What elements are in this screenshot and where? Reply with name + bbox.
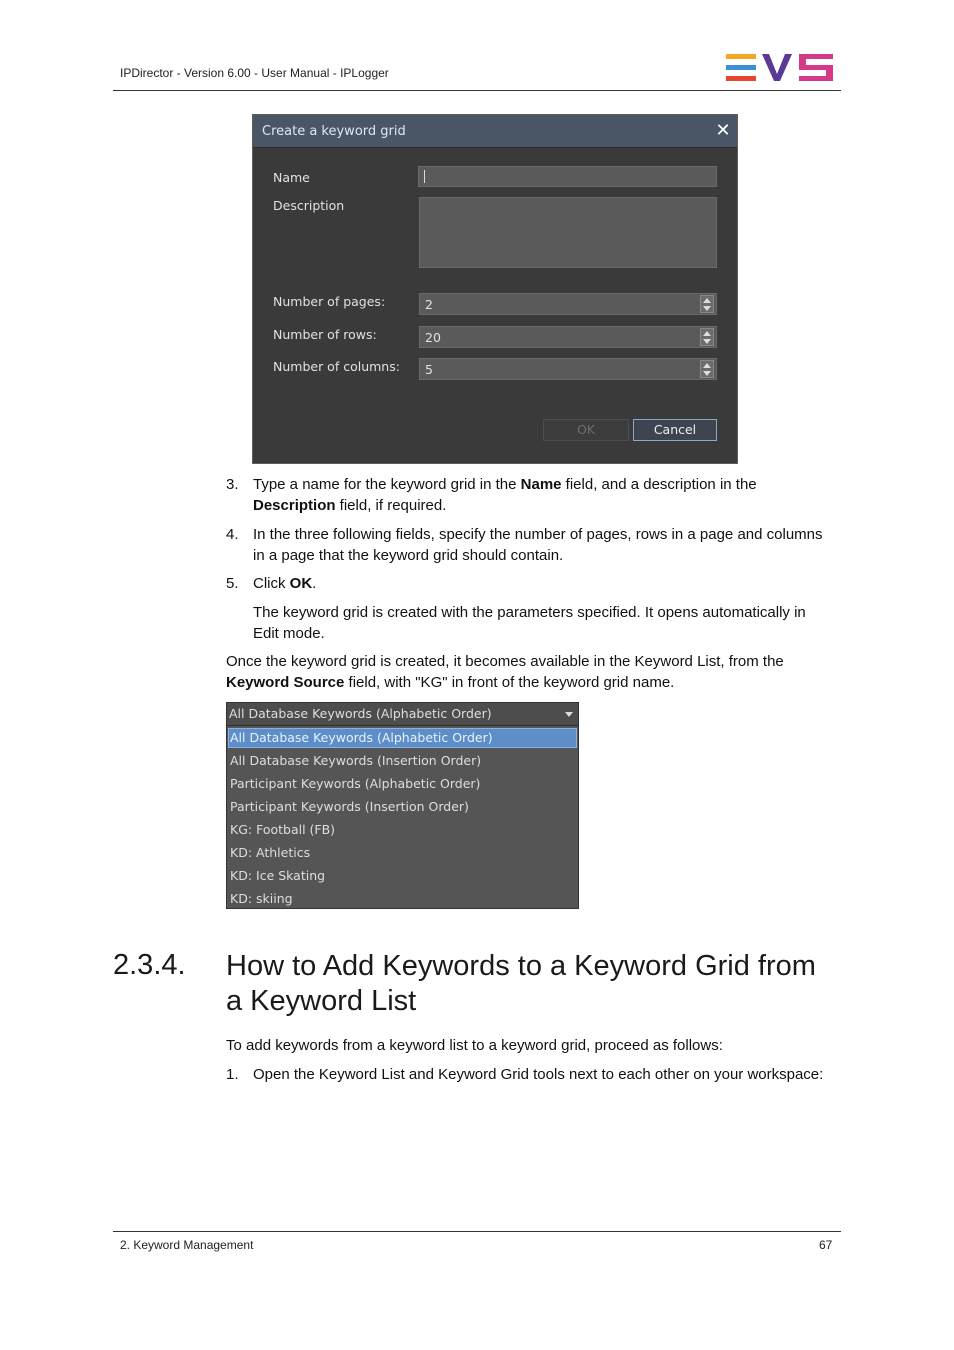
dropdown-option[interactable]: All Database Keywords (Alphabetic Order) bbox=[228, 728, 577, 748]
description-field[interactable] bbox=[419, 197, 717, 268]
description-label: Description bbox=[273, 198, 345, 213]
pages-label: Number of pages: bbox=[273, 294, 386, 309]
ok-button[interactable]: OK bbox=[543, 419, 629, 441]
columns-label: Number of columns: bbox=[273, 359, 400, 374]
section-title: How to Add Keywords to a Keyword Grid from a Keyword List bbox=[226, 950, 816, 1017]
footer-chapter: 2. Keyword Management bbox=[120, 1238, 254, 1252]
pages-stepper[interactable]: 2 bbox=[419, 293, 717, 315]
spin-arrows-icon[interactable] bbox=[700, 328, 714, 346]
step-4-text: In the three following fields, specify the number of pages, rows in a page and columns in a page that the keyword grid should contain. bbox=[253, 526, 823, 564]
step-number: 1. bbox=[226, 1066, 239, 1083]
step-1-text: Open the Keyword List and Keyword Grid tools next to each other on your workspace: bbox=[253, 1066, 824, 1083]
header-rule bbox=[113, 90, 841, 91]
keyword-source-dropdown bbox=[226, 702, 579, 909]
page-number: 67 bbox=[819, 1238, 833, 1252]
spin-arrows-icon[interactable] bbox=[700, 295, 714, 313]
dropdown-option[interactable]: KD: skiing bbox=[230, 891, 293, 906]
rows-label: Number of rows: bbox=[273, 327, 377, 342]
step-5-text: Click OK. bbox=[253, 575, 317, 592]
dialog-title: Create a keyword grid bbox=[262, 124, 406, 139]
footer-rule bbox=[113, 1231, 841, 1232]
step-number: 4. bbox=[226, 526, 239, 543]
running-header: IPDirector - Version 6.00 - User Manual - IPLogger bbox=[120, 66, 389, 80]
dropdown-option[interactable]: Participant Keywords (Alphabetic Order) bbox=[230, 776, 481, 791]
dialog-title-bar bbox=[253, 115, 737, 148]
section-number: 2.3.4. bbox=[113, 949, 186, 981]
step-3-text: Type a name for the keyword grid in the Name field, and a description in the Description field, if required. bbox=[253, 476, 757, 514]
evs-logo bbox=[726, 54, 834, 82]
name-field[interactable] bbox=[418, 166, 717, 187]
columns-stepper[interactable]: 5 bbox=[419, 358, 717, 380]
step-number: 3. bbox=[226, 476, 239, 493]
step-5-note: The keyword grid is created with the parameters specified. It opens automatically in Edit mode. bbox=[253, 604, 806, 642]
cancel-button[interactable]: Cancel bbox=[633, 419, 717, 441]
chevron-down-icon[interactable] bbox=[565, 712, 573, 717]
text-caret bbox=[424, 170, 425, 183]
dropdown-option[interactable]: KD: Athletics bbox=[230, 845, 311, 860]
spin-arrows-icon[interactable] bbox=[700, 360, 714, 378]
step-number: 5. bbox=[226, 575, 239, 592]
section-intro: To add keywords from a keyword list to a keyword grid, proceed as follows: bbox=[226, 1037, 723, 1054]
dropdown-selected[interactable]: All Database Keywords (Alphabetic Order) bbox=[227, 703, 578, 726]
name-label: Name bbox=[273, 170, 310, 185]
close-icon[interactable]: ✕ bbox=[715, 120, 731, 141]
keyword-source-paragraph: Once the keyword grid is created, it becomes available in the Keyword List, from the Keyword Source field, with "KG" in front of the keyword grid name. bbox=[226, 653, 784, 691]
create-keyword-grid-dialog bbox=[252, 114, 738, 464]
dropdown-option[interactable]: Participant Keywords (Insertion Order) bbox=[230, 799, 469, 814]
dropdown-option[interactable]: KD: Ice Skating bbox=[230, 868, 326, 883]
rows-stepper[interactable]: 20 bbox=[419, 326, 717, 348]
dropdown-option[interactable]: All Database Keywords (Insertion Order) bbox=[230, 753, 482, 768]
dropdown-option[interactable]: KG: Football (FB) bbox=[230, 822, 336, 837]
